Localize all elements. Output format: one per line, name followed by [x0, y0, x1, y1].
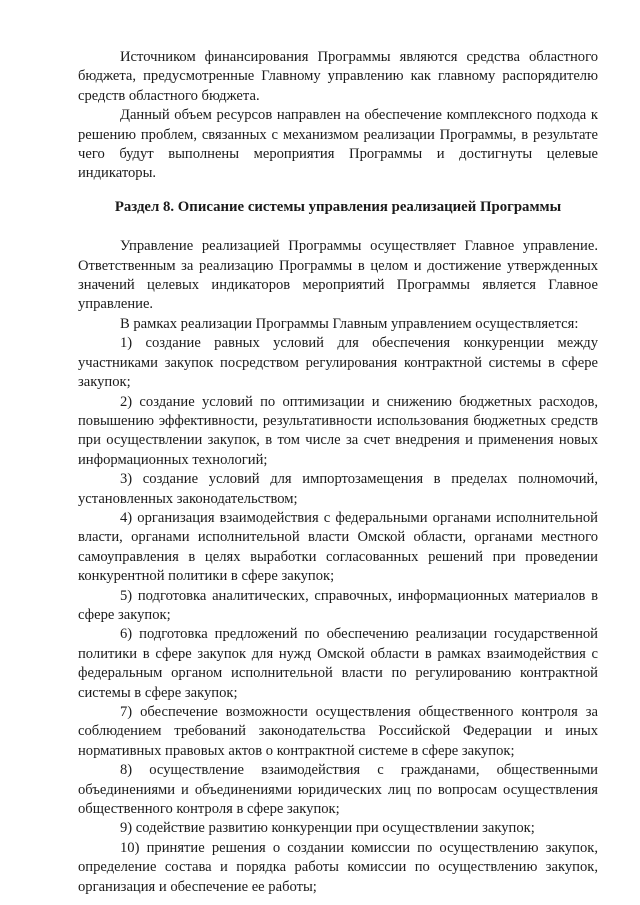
list-item-6: 6) подготовка предложений по обеспечению реализации государственной политики в сфере закупок для нужд Омской области в рамках взаимодействия с федеральным органом исполнительной власти по регулированию контрактной системы в сфере закупок; [78, 626, 598, 701]
document-page [78, 48, 598, 897]
paragraph-management: Управление реализацией Программы осуществляет Главное управление. Ответственным за реализацию Программы в целом и достижение утвержденных значений целевых индикаторов мероприятий Программы является Главное управление. [78, 238, 598, 313]
list-item-10: 10) принятие решения о создании комиссии по осуществлению закупок, определение состава и порядка работы комиссии по осуществлению закупок, организация и обеспечение ее работы; [78, 839, 598, 895]
intro-paragraph-resources: Данный объем ресурсов направлен на обеспечение комплексного подхода к решению проблем, связанных с механизмом реализации Программы, в результате чего будут выполнены мероприятия Программы и достигнуты целевые индикаторы. [78, 107, 598, 182]
list-item-2: 2) создание условий по оптимизации и снижению бюджетных расходов, повышению эффективности, результативности использования бюджетных средств при осуществлении закупок, в том числе за счет внедрения и применения новых информационных технологий; [78, 393, 598, 468]
list-item-3: 3) создание условий для импортозамещения в пределах полномочий, установленных законодательством; [78, 471, 598, 507]
list-item-5: 5) подготовка аналитических, справочных, информационных материалов в сфере закупок; [78, 587, 598, 623]
list-item-9: 9) содействие развитию конкуренции при осуществлении закупок; [120, 820, 535, 837]
paragraph-list-intro: В рамках реализации Программы Главным управлением осуществляется: [120, 315, 579, 332]
intro-paragraph-funding: Источником финансирования Программы являются средства областного бюджета, предусмотренные Главному управлению как главному распорядителю средств областного бюджета. [78, 49, 598, 104]
list-item-1: 1) создание равных условий для обеспечения конкуренции между участниками закупок посредством регулирования контрактной системы в сфере закупок; [78, 335, 598, 391]
list-item-4: 4) организация взаимодействия с федеральными органами исполнительной власти, органами исполнительной власти Омской области, органами местного самоуправления в целях выработки согласованных решений при проведении конкурентной политики в сфере закупок; [78, 509, 598, 585]
section-heading: Раздел 8. Описание системы управления реализацией Программы [114, 198, 562, 215]
list-item-8: 8) осуществление взаимодействия с гражданами, общественными объединениями и объединениями юридических лиц по вопросам осуществления общественного контроля в сфере закупок; [78, 762, 598, 818]
list-item-7: 7) обеспечение возможности осуществления общественного контроля за соблюдением требований законодательства Российской Федерации и иных нормативных правовых актов о контрактной системе в сфере закупок; [78, 704, 598, 759]
